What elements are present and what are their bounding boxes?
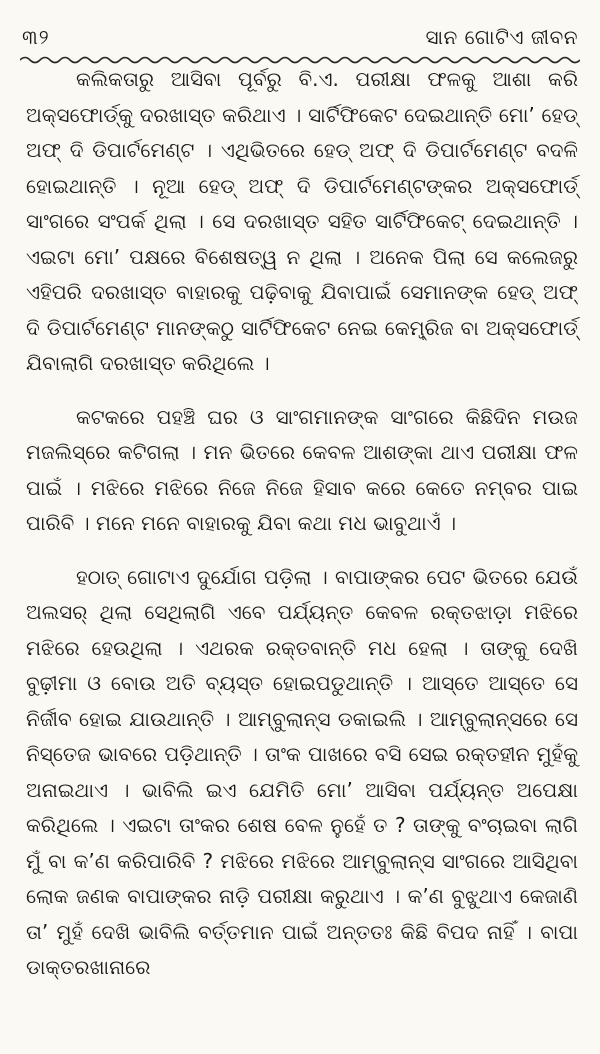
running-title: ସାନ ଗୋଟିଏ ଜୀବନ xyxy=(425,25,578,49)
page-number: ୩୨ xyxy=(22,25,50,49)
paragraph-1: କଲିକତାରୁ ଆସିବା ପୂର୍ବରୁ ବି.ଏ. ପରୀକ୍ଷା ଫଳକୁ ଆଶା କରି ଅକ୍ସଫୋର୍ଡ୍‌କୁ ଦରଖାସ୍ତ କରିଥାଏ । ସାର୍ଟିଫିକେଟ ଦେଇଥାନ୍ତି ମୋ’ ହେଡ୍ ଅଫ୍ ଦି ଡିପାର୍ଟମେଣ୍ଟ । ଏଥିଭିତରେ ହେଡ୍ ଅଫ୍ ଦି ଡିପାର୍ଟମେଣ୍ଟ ବଦଳି ହୋଇଥାନ୍ତି । ନୂଆ ହେଡ୍ ଅଫ୍ ଦି ଡିପାର୍ଟମେଣ୍ଟଙ୍କର ଅକ୍ସଫୋର୍ଡ୍ ସାଂଗରେ ସଂପର୍କ ଥିଲା । ସେ ଦରଖାସ୍ତ ସହିତ ସାର୍ଟିଫିକେଟ୍ ଦେଇଥାନ୍ତି । ଏଇଟା ମୋ’ ପକ୍ଷରେ ବିଶେଷତ୍ୱ ନ ଥିଲା । ଅନେକ ପିଲା ସେ କଲେଜରୁ ଏହିପରି ଦରଖାସ୍ତ ବାହାରକୁ ପଢ଼ିବାକୁ ଯିବାପାଇଁ ସେମାନଙ୍କ ହେଡ୍ ଅଫ୍ ଦି ଡିପାର୍ଟମେଣ୍ଟ ମାନଙ୍କଠୁ ସାର୍ଟିଫିକେଟ ନେଇ କେମ୍ବ୍ରିଜ ବା ଅକ୍ସଫୋର୍ଡ୍ ଯିବାଲାଗି ଦରଖାସ୍ତ କରିଥିଲେ । xyxy=(26,67,578,375)
body-text xyxy=(26,62,578,986)
page-header xyxy=(22,22,578,52)
paragraph-2: କଟକରେ ପହଞ୍ଚି ଘର ଓ ସାଂଗମାନଙ୍କ ସାଂଗରେ କିଛିଦିନ ମଉଜ ମଜଲିସ୍‌ରେ କଟିଗଲା । ମନ ଭିତରେ କେବଳ ଆଶଙ୍କା ଥାଏ ପରୀକ୍ଷା ଫଳ ପାଇଁ । ମଝିରେ ମଝିରେ ନିଜେ ନିଜେ ହିସାବ କରେ କେତେ ନମ୍ବର ପାଇ ପାରିବି । ମନେ ମନେ ବାହାରକୁ ଯିବା କଥା ମଧ ଭାବୁଥାଏଁ । xyxy=(26,404,578,535)
paragraph-3: ହଠାତ୍ ଗୋଟାଏ ଦୁର୍ଯୋଗ ପଡ଼ିଲା । ବାପାଙ୍କର ପେଟ ଭିତରେ ଯେଉଁ ଅଲସର୍ ଥିଲା ସେଥିଲାଗି ଏବେ ପର୍ଯ୍ୟନ୍ତ କେବଳ ରକ୍ତଝାଡ଼ା ମଝିରେ ମଝିରେ ହେଉଥିଲା । ଏଥରକ ରକ୍ତବାନ୍ତି ମଧ ହେଲା । ତାଙ୍କୁ ଦେଖି ବୁଢ଼ୀମା ଓ ବୋଉ ଅତି ବ୍ୟସ୍ତ ହୋଇପଡୁଥାନ୍ତି । ଆସ୍ତେ ଆସ୍ତେ ସେ ନିର୍ଜୀବ ହୋଇ ଯାଉଥାନ୍ତି । ଆମ୍ବୁଲାନ୍ସ ଡକାଇଲି । ଆମ୍ବୁଲାନ୍ସରେ ସେ ନିସ୍ତେଜ ଭାବରେ ପଡ଼ିଥାନ୍ତି । ତାଂକ ପାଖରେ ବସି ସେଇ ରକ୍ତହୀନ ମୁହଁକୁ ଅନାଇଥାଏ । ଭାବିଲି ଇଏ ଯେମିତି ମୋ’ ଆସିବା ପର୍ଯ୍ୟନ୍ତ ଅପେକ୍ଷା କରିଥିଲେ । ଏଇଟା ତାଂକର ଶେଷ ବେଳ ନୁହେଁ ତ ? ତାଙ୍କୁ ବଂଚାଇବା ଲାଗି ମୁଁ ବା କ’ଣ କରିପାରିବି ? ମଝିରେ ମଝିରେ ଆମ୍ବୁଲାନ୍ସ ସାଂଗରେ ଆସିଥିବା ଲୋକ ଜଣକ ବାପାଙ୍କର ନାଡ଼ି ପରୀକ୍ଷା କରୁଥାଏ । କ’ଣ ବୁଝୁଥାଏ କେଜାଣି ତା’ ମୁହଁ ଦେଖି ଭାବିଲି ବର୍ତ୍ତମାନ ପାଇଁ ଅନ୍ତତଃ କିଛି ବିପଦ ନାହିଁ । ବାପା ଡାକ୍ତରଖାନାରେ xyxy=(26,564,578,979)
